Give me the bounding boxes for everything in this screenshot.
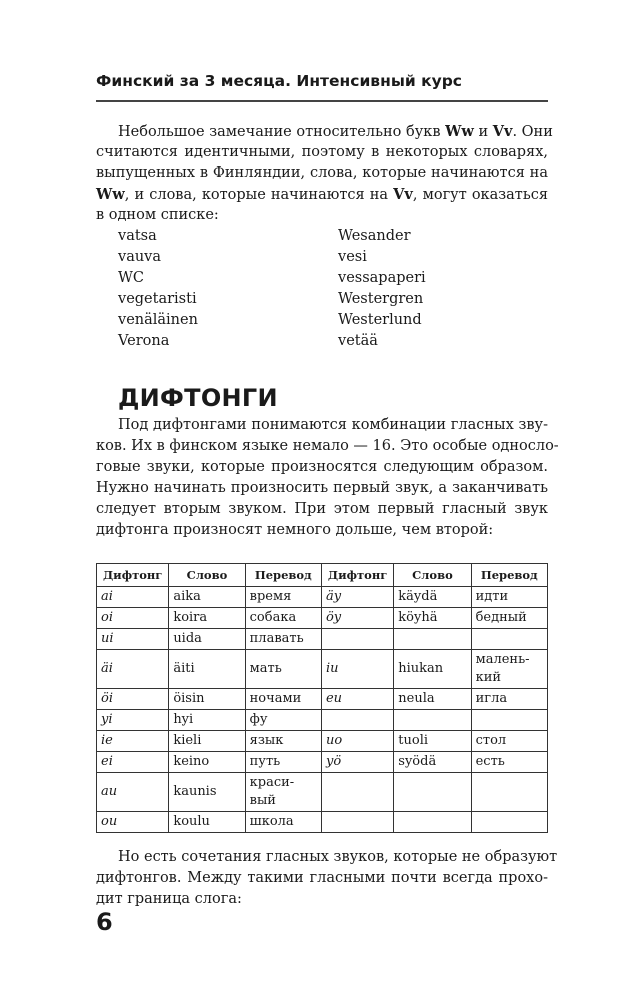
table-cell: uida [169,629,245,650]
table-cell: ai [97,587,169,608]
text-line: дит граница слога: [96,891,242,907]
column-header: Дифтонг [321,564,393,587]
table-cell: öy [321,608,393,629]
table-cell: yö [321,752,393,773]
column-header: Слово [394,564,471,587]
table-cell: uo [321,731,393,752]
table-cell: käydä [394,587,471,608]
table-row [97,587,548,608]
table-cell: kaunis [169,773,245,812]
text-line: выпущенных в Финляндии, слова, которые начинаются на [96,165,548,181]
table-row [97,650,548,689]
table-cell: бедный [471,608,547,629]
table-cell: мать [245,650,321,689]
table-cell: syödä [394,752,471,773]
table-row [97,752,548,773]
table-cell: ie [97,731,169,752]
table-cell: игла [471,689,547,710]
word-item: vauva [118,249,162,265]
table-cell: hyi [169,710,245,731]
word-list-right [338,226,426,352]
column-header: Слово [169,564,245,587]
table-cell: koulu [169,812,245,833]
text-line: считаются идентичными, поэтому в некоторых словарях, [96,144,548,160]
table-cell: плавать [245,629,321,650]
word-item: venäläinen [118,312,198,328]
table-cell: iu [321,650,393,689]
column-header: Перевод [471,564,547,587]
table-cell: äy [321,587,393,608]
table-row [97,773,548,812]
text-line: Ww, и слова, которые начинаются на Vv, могут оказаться [96,186,548,203]
diphthong-table [96,563,548,833]
table-cell [321,629,393,650]
table-cell [471,710,547,731]
table-cell: tuoli [394,731,471,752]
table-row [97,710,548,731]
section-title: ДИФТОНГИ [118,384,278,412]
word-item: vessapaperi [338,270,426,286]
table-cell: koira [169,608,245,629]
text-line: Нужно начинать произносить первый звук, а заканчивать [96,480,548,496]
table-cell: aika [169,587,245,608]
section-paragraph [96,415,559,541]
table-cell: идти [471,587,547,608]
table-cell: есть [471,752,547,773]
table-cell: köyhä [394,608,471,629]
table-row [97,629,548,650]
word-item: vetää [338,333,378,349]
table-cell: школа [245,812,321,833]
column-header: Перевод [245,564,321,587]
table-row [97,812,548,833]
text-line: Под дифтонгами понимаются комбинации гласных зву- [118,417,548,433]
header-rule [96,100,548,102]
word-item: WC [118,270,144,286]
table-cell: ночами [245,689,321,710]
table-cell [394,629,471,650]
table-cell: öisin [169,689,245,710]
column-header: Дифтонг [97,564,169,587]
table-cell [394,710,471,731]
text-line: Но есть сочетания гласных звуков, которые не образуют [118,849,558,865]
text-line: следует вторым звуком. При этом первый гласный звук [96,501,548,517]
table-cell: время [245,587,321,608]
table-cell: ei [97,752,169,773]
table-cell: au [97,773,169,812]
running-header: Финский за 3 месяца. Интенсивный курс [96,72,462,90]
page-number: 6 [96,908,113,936]
table-cell [321,773,393,812]
word-item: Verona [118,333,170,349]
table-cell: äi [97,650,169,689]
table-cell: ou [97,812,169,833]
table-cell: фу [245,710,321,731]
table-cell: собака [245,608,321,629]
table-cell: язык [245,731,321,752]
table-cell: äiti [169,650,245,689]
table-row [97,608,548,629]
table-cell: öi [97,689,169,710]
table-cell: путь [245,752,321,773]
table-cell: малень- кий [471,650,547,689]
text-line: говые звуки, которые произносятся следующим образом. [96,459,548,475]
table-row [97,731,548,752]
table-row [97,689,548,710]
table-cell [394,812,471,833]
table-cell [321,812,393,833]
table-cell: ui [97,629,169,650]
word-item: vegetaristi [118,291,197,307]
intro-paragraph [96,121,553,226]
table-cell: neula [394,689,471,710]
text-line: Небольшое замечание относительно букв Ww и Vv. Они [118,123,553,140]
word-list-left [118,226,198,352]
table-cell: hiukan [394,650,471,689]
table-cell: eu [321,689,393,710]
word-item: Westergren [338,291,424,307]
text-line: дифтонгов. Между такими гласными почти всегда прохо- [96,870,548,886]
table-cell [471,629,547,650]
table-cell [394,773,471,812]
text-line: дифтонга произносят немного дольше, чем второй: [96,522,494,538]
word-item: vesi [338,249,367,265]
table-cell [321,710,393,731]
table-cell: keino [169,752,245,773]
table-cell: kieli [169,731,245,752]
text-line: в одном списке: [96,207,219,223]
table-cell: стол [471,731,547,752]
outro-paragraph [96,847,558,910]
table-cell: краси- вый [245,773,321,812]
word-item: Westerlund [338,312,422,328]
word-item: Wesander [338,228,411,244]
table-cell: yi [97,710,169,731]
word-item: vatsa [118,228,157,244]
table-cell [471,773,547,812]
text-line: ков. Их в финском языке немало — 16. Это особые однослo- [96,438,559,454]
table-cell [471,812,547,833]
table-cell: oi [97,608,169,629]
